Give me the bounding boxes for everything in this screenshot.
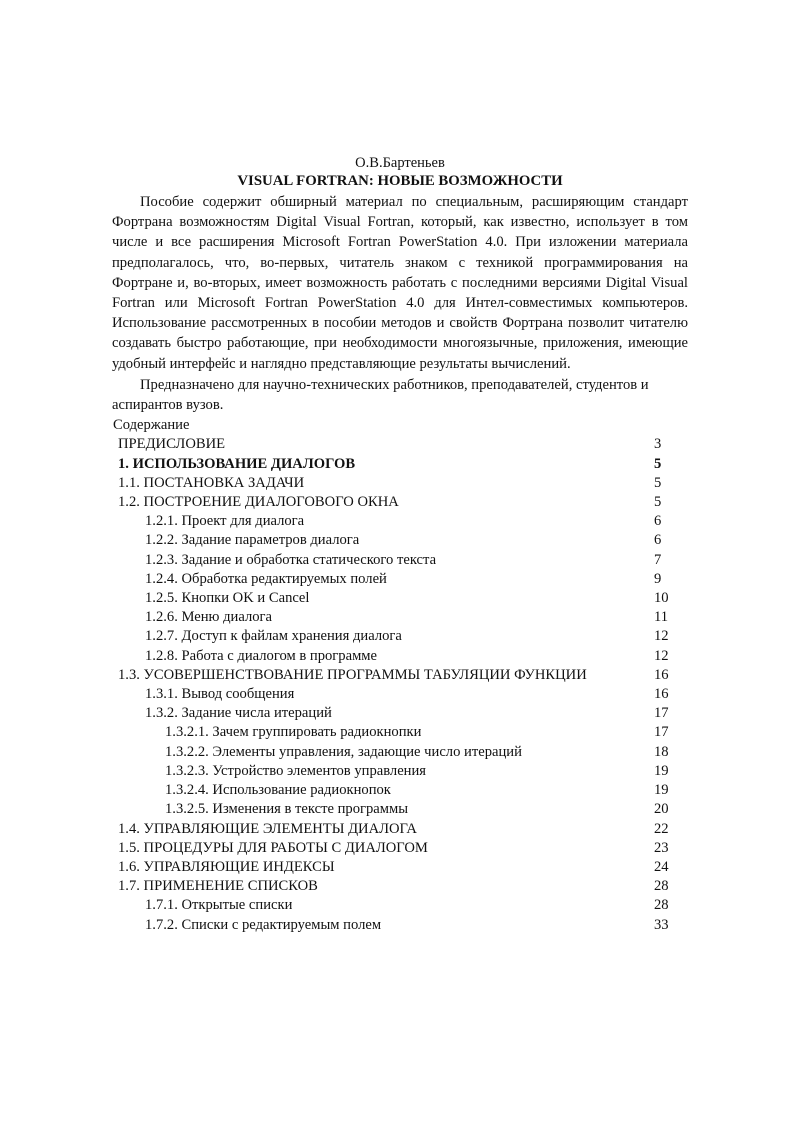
toc-entry-page-number: 28	[654, 878, 669, 895]
toc-entry-page-number: 5	[654, 474, 662, 491]
toc-entry[interactable]	[112, 723, 688, 742]
toc-entry-page-number: 5	[654, 494, 662, 511]
toc-entry-label: 1.6. УПРАВЛЯЮЩИЕ ИНДЕКСЫ	[118, 858, 335, 875]
toc-entry[interactable]	[112, 685, 688, 704]
toc-entry[interactable]	[112, 916, 688, 935]
toc-entry[interactable]	[112, 877, 688, 896]
toc-entry-page-number: 24	[654, 858, 669, 875]
toc-entry[interactable]	[112, 455, 688, 474]
toc-entry-label: 1.3.2.4. Использование радиокнопок	[165, 782, 391, 799]
toc-entry-page-number: 6	[654, 532, 662, 549]
toc-entry-label: ПРЕДИСЛОВИЕ	[118, 436, 226, 453]
toc-entry[interactable]	[112, 800, 688, 819]
toc-entry[interactable]	[112, 570, 688, 589]
toc-entry-label: 1.3.2.3. Устройство элементов управления	[165, 762, 427, 779]
toc-entry-page-number: 12	[654, 647, 669, 664]
toc-entry-label: 1.2.8. Работа с диалогом в программе	[145, 647, 378, 664]
toc-entry-page-number: 5	[654, 455, 662, 472]
toc-entry[interactable]	[112, 743, 688, 762]
toc-entry-label: 1.2.4. Обработка редактируемых полей	[145, 570, 387, 587]
toc-entry-page-number: 9	[654, 570, 662, 587]
toc-entry[interactable]	[112, 474, 688, 493]
toc-entry-label: 1.3.2.1. Зачем группировать радиокнопки	[165, 724, 422, 741]
toc-entry-label: 1.7. ПРИМЕНЕНИЕ СПИСКОВ	[118, 878, 318, 895]
toc-entry[interactable]	[112, 762, 688, 781]
toc-entry-page-number: 33	[654, 916, 669, 933]
author-name: О.В.Бартеньев	[355, 155, 445, 171]
toc-entry-label: 1.2.5. Кнопки OK и Cancel	[145, 590, 310, 607]
toc-entry-label: 1.1. ПОСТАНОВКА ЗАДАЧИ	[118, 474, 305, 491]
toc-entry[interactable]	[112, 820, 688, 839]
toc-entry[interactable]	[112, 781, 688, 800]
toc-entry-page-number: 22	[654, 820, 669, 837]
toc-entry[interactable]	[112, 531, 688, 550]
toc-entry-page-number: 23	[654, 839, 669, 856]
toc-entry-label: 1.3. УСОВЕРШЕНСТВОВАНИЕ ПРОГРАММЫ ТАБУЛЯЦИИ ФУНКЦИИ	[118, 666, 587, 683]
toc-entry-page-number: 6	[654, 513, 662, 530]
contents-heading: Содержание	[113, 417, 190, 434]
toc-entry-label: 1.7.1. Открытые списки	[145, 897, 293, 914]
toc-entry-label: 1.7.2. Списки с редактируемым полем	[145, 916, 382, 933]
toc-entry-page-number: 16	[654, 686, 669, 703]
toc-entry[interactable]	[112, 858, 688, 877]
page-content	[112, 155, 688, 935]
toc-entry[interactable]	[112, 647, 688, 666]
toc-entry[interactable]	[112, 493, 688, 512]
toc-entry[interactable]	[112, 551, 688, 570]
toc-entry-page-number: 17	[654, 705, 669, 722]
toc-entry-page-number: 10	[654, 590, 669, 607]
toc-entry-page-number: 20	[654, 801, 669, 818]
toc-entry-label: 1.2.3. Задание и обработка статического текста	[145, 551, 437, 568]
toc-entry[interactable]	[112, 704, 688, 723]
toc-entry[interactable]	[112, 512, 688, 531]
toc-entry[interactable]	[112, 839, 688, 858]
table-of-contents	[112, 435, 688, 934]
toc-entry[interactable]	[112, 435, 688, 454]
toc-entry[interactable]	[112, 627, 688, 646]
toc-entry-label: 1.3.2.2. Элементы управления, задающие число итераций	[165, 743, 522, 760]
toc-entry-page-number: 16	[654, 666, 669, 683]
toc-entry-label: 1.3.2.5. Изменения в тексте программы	[165, 801, 409, 818]
toc-entry-label: 1.2.2. Задание параметров диалога	[145, 532, 360, 549]
toc-entry[interactable]	[112, 589, 688, 608]
toc-entry-label: 1.3.1. Вывод сообщения	[145, 686, 295, 703]
toc-entry-page-number: 12	[654, 628, 669, 645]
toc-entry-page-number: 19	[654, 782, 669, 799]
toc-entry-label: 1.2.1. Проект для диалога	[145, 513, 305, 530]
toc-entry-page-number: 19	[654, 762, 669, 779]
toc-entry[interactable]	[112, 666, 688, 685]
toc-entry-page-number: 18	[654, 743, 669, 760]
toc-entry-label: 1.2.7. Доступ к файлам хранения диалога	[145, 628, 402, 645]
toc-entry[interactable]	[112, 896, 688, 915]
toc-entry-label: 1.3.2. Задание числа итераций	[145, 705, 332, 722]
toc-entry[interactable]	[112, 608, 688, 627]
toc-entry-page-number: 3	[654, 436, 662, 453]
toc-entry-label: 1.2.6. Меню диалога	[145, 609, 272, 626]
toc-entry-label: 1.5. ПРОЦЕДУРЫ ДЛЯ РАБОТЫ С ДИАЛОГОМ	[118, 839, 428, 856]
abstract-paragraph-2: Предназначено для научно-технических работников, преподавателей, студентов и аспирантов вузов.	[112, 376, 649, 414]
toc-entry-page-number: 28	[654, 897, 669, 914]
toc-entry-page-number: 7	[654, 551, 662, 568]
abstract-paragraph-1: Пособие содержит обширный материал по специальным, расширяющим стандарт Фортрана возможностям Digital Visual Fortran, который, как известно, использует в том числе и все расширения Microsoft Fortran PowerStation 4.0. При изложении материала предполагалось, что, во-первых, читатель знаком с техникой программирования на Фортране и, во-вторых, имеет возможность работать с последними версиями Digital Visual Fortran или Microsoft Fortran PowerStation 4.0 для Интел-совместимых компьютеров. Использование рассмотренных в пособии методов и свойств Фортрана позволит читателю создавать быстро работающие, при необходимости многоязычные, приложения, имеющие удобный интерфейс и наглядно представляющие результаты вычислений.	[112, 194, 688, 372]
toc-entry-label: 1. ИСПОЛЬЗОВАНИЕ ДИАЛОГОВ	[118, 455, 356, 472]
toc-entry-label: 1.2. ПОСТРОЕНИЕ ДИАЛОГОВОГО ОКНА	[118, 494, 399, 511]
toc-entry-page-number: 11	[654, 609, 669, 626]
toc-entry-label: 1.4. УПРАВЛЯЮЩИЕ ЭЛЕМЕНТЫ ДИАЛОГА	[118, 820, 417, 837]
toc-entry-page-number: 17	[654, 724, 669, 741]
document-title: VISUAL FORTRAN: НОВЫЕ ВОЗМОЖНОСТИ	[237, 173, 563, 189]
